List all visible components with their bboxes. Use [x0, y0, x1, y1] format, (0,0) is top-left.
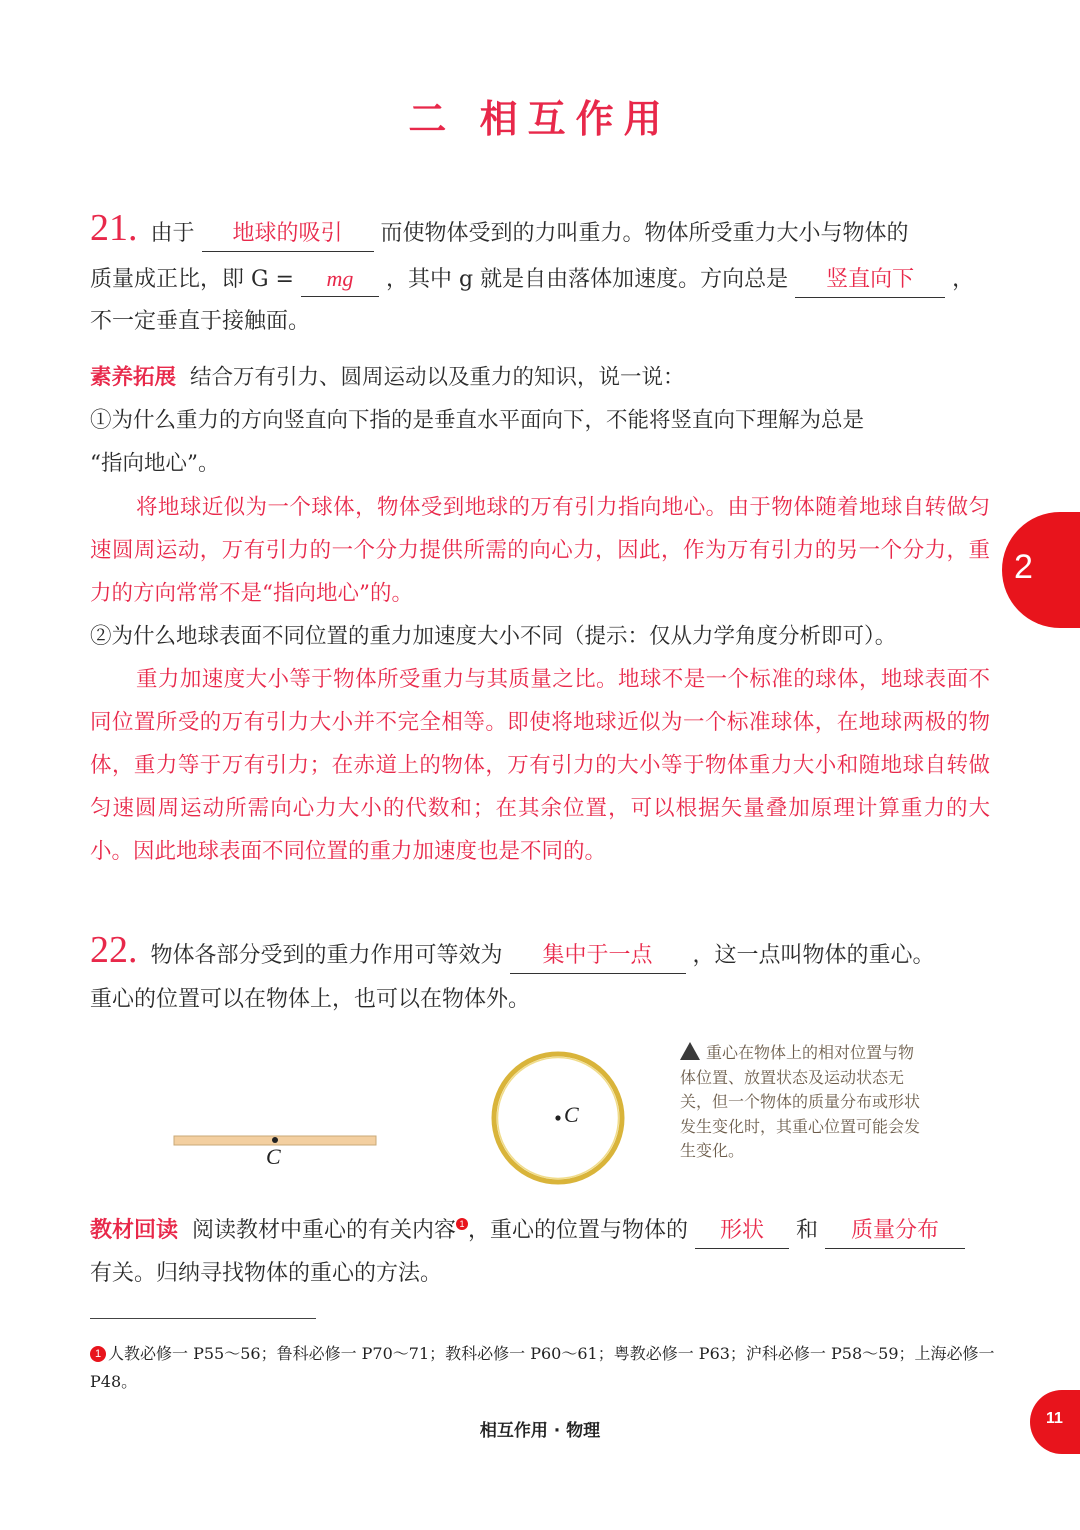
- review-tag: 教材回读: [90, 1217, 179, 1243]
- page-number-tab: [1030, 1390, 1080, 1454]
- side-note-text: 重心在物体上的相对位置与物体位置、放置状态及运动状态无关，但一个物体的质量分布或形状发生变化时，其重心位置可能会发生变化。: [680, 1043, 921, 1160]
- ring-figure: [484, 1048, 634, 1188]
- expand-question-2: ②为什么地球表面不同位置的重力加速度大小不同（提示：仅从力学角度分析即可）。: [90, 624, 897, 649]
- chapter-side-tab: [1002, 512, 1080, 628]
- page-footer: 相互作用 · 物理: [479, 1421, 601, 1441]
- q22-number: 22.: [90, 929, 138, 971]
- review-answer-1: 形状: [695, 1214, 789, 1249]
- q21-text-2b: ，其中 g 就是自由落体加速度。方向总是: [386, 267, 789, 292]
- expand-intro-line: [90, 356, 990, 399]
- footnote: [90, 1340, 995, 1396]
- q21-answer-1: 地球的吸引: [202, 217, 374, 252]
- footnote-ref-mark: 1: [456, 1218, 468, 1230]
- warning-icon: [680, 1042, 700, 1060]
- q22-line-1: [90, 928, 990, 978]
- q21-number: 21.: [90, 207, 138, 249]
- expand-question-1: [90, 399, 990, 485]
- q21-answer-2: mg: [301, 262, 379, 297]
- review-line-2: 有关。归纳寻找物体的重心的方法。: [90, 1261, 443, 1286]
- page-number: 11: [1046, 1410, 1063, 1427]
- expand-question-1b: “指向地心”。: [90, 451, 220, 476]
- q21-text-2c: ，: [952, 267, 975, 292]
- q22-answer-1: 集中于一点: [510, 939, 686, 974]
- footnote-mark: 1: [90, 1346, 106, 1362]
- expand-tag: 素养拓展: [90, 365, 177, 390]
- q21-line-2: [90, 258, 990, 302]
- q21-text-1b: 而使物体受到的力叫重力。物体所受重力大小与物体的: [380, 221, 909, 246]
- footnote-text: 人教必修一 P55～56；鲁科必修一 P70～71；教科必修一 P60～61；粤教必修一 P63；沪科必修一 P58～59；上海必修一 P48。: [90, 1344, 995, 1391]
- review-line-1: [90, 1208, 990, 1253]
- expand-answer-2: 重力加速度大小等于物体所受重力与其质量之比。地球不是一个标准的球体，地球表面不同位置所受的万有引力大小并不完全相等。即使将地球近似为一个标准球体，在地球两极的物体，重力等于万有引力；在赤道上的物体，万有引力的大小等于物体重力大小和随地球自转做匀速圆周运动所需向心力大小的代数和；在其余位置，可以根据矢量叠加原理计算重力的大小。因此地球表面不同位置的重力加速度也是不同的。: [90, 667, 990, 864]
- review-text-1b: ，重心的位置与物体的: [468, 1218, 689, 1243]
- expand-question-1a: ①为什么重力的方向竖直向下指的是垂直水平面向下，不能将竖直向下理解为总是: [90, 408, 865, 433]
- q21-text-2a: 质量成正比，即 G =: [90, 267, 301, 292]
- q21-line-1: [90, 206, 990, 256]
- expand-answer-1: 将地球近似为一个球体，物体受到地球的万有引力指向地心。由于物体随着地球自转做匀速圆周运动，万有引力的一个分力提供所需的向心力，因此，作为万有引力的另一个分力，重力的方向常常不是“指向地心”的。: [90, 495, 990, 606]
- q21-text-1a: 由于: [150, 221, 195, 246]
- ring-center-label: C: [564, 1102, 579, 1127]
- ring-center-dot: [555, 1115, 560, 1120]
- q22-text-1a: 物体各部分受到的重力作用可等效为: [150, 943, 503, 968]
- q21-answer-3: 竖直向下: [795, 263, 945, 298]
- expand-intro: 结合万有引力、圆周运动以及重力的知识，说一说：: [190, 365, 685, 390]
- q22-text-1b: ，这一点叫物体的重心。: [692, 943, 935, 968]
- side-note: [680, 1040, 920, 1164]
- review-answer-2: 质量分布: [825, 1214, 965, 1249]
- q22-line-2: 重心的位置可以在物体上，也可以在物体外。: [90, 987, 531, 1012]
- review-and: 和: [796, 1218, 819, 1243]
- rod-center-dot: [272, 1137, 278, 1143]
- footnote-divider: [90, 1318, 316, 1319]
- section-title: 二 相互作用: [408, 96, 672, 141]
- rod-center-label: C: [266, 1144, 281, 1169]
- review-text-1a: 阅读教材中重心的有关内容: [192, 1218, 457, 1243]
- q21-line-3: 不一定垂直于接触面。: [90, 309, 311, 334]
- chapter-number: 2: [1014, 548, 1033, 586]
